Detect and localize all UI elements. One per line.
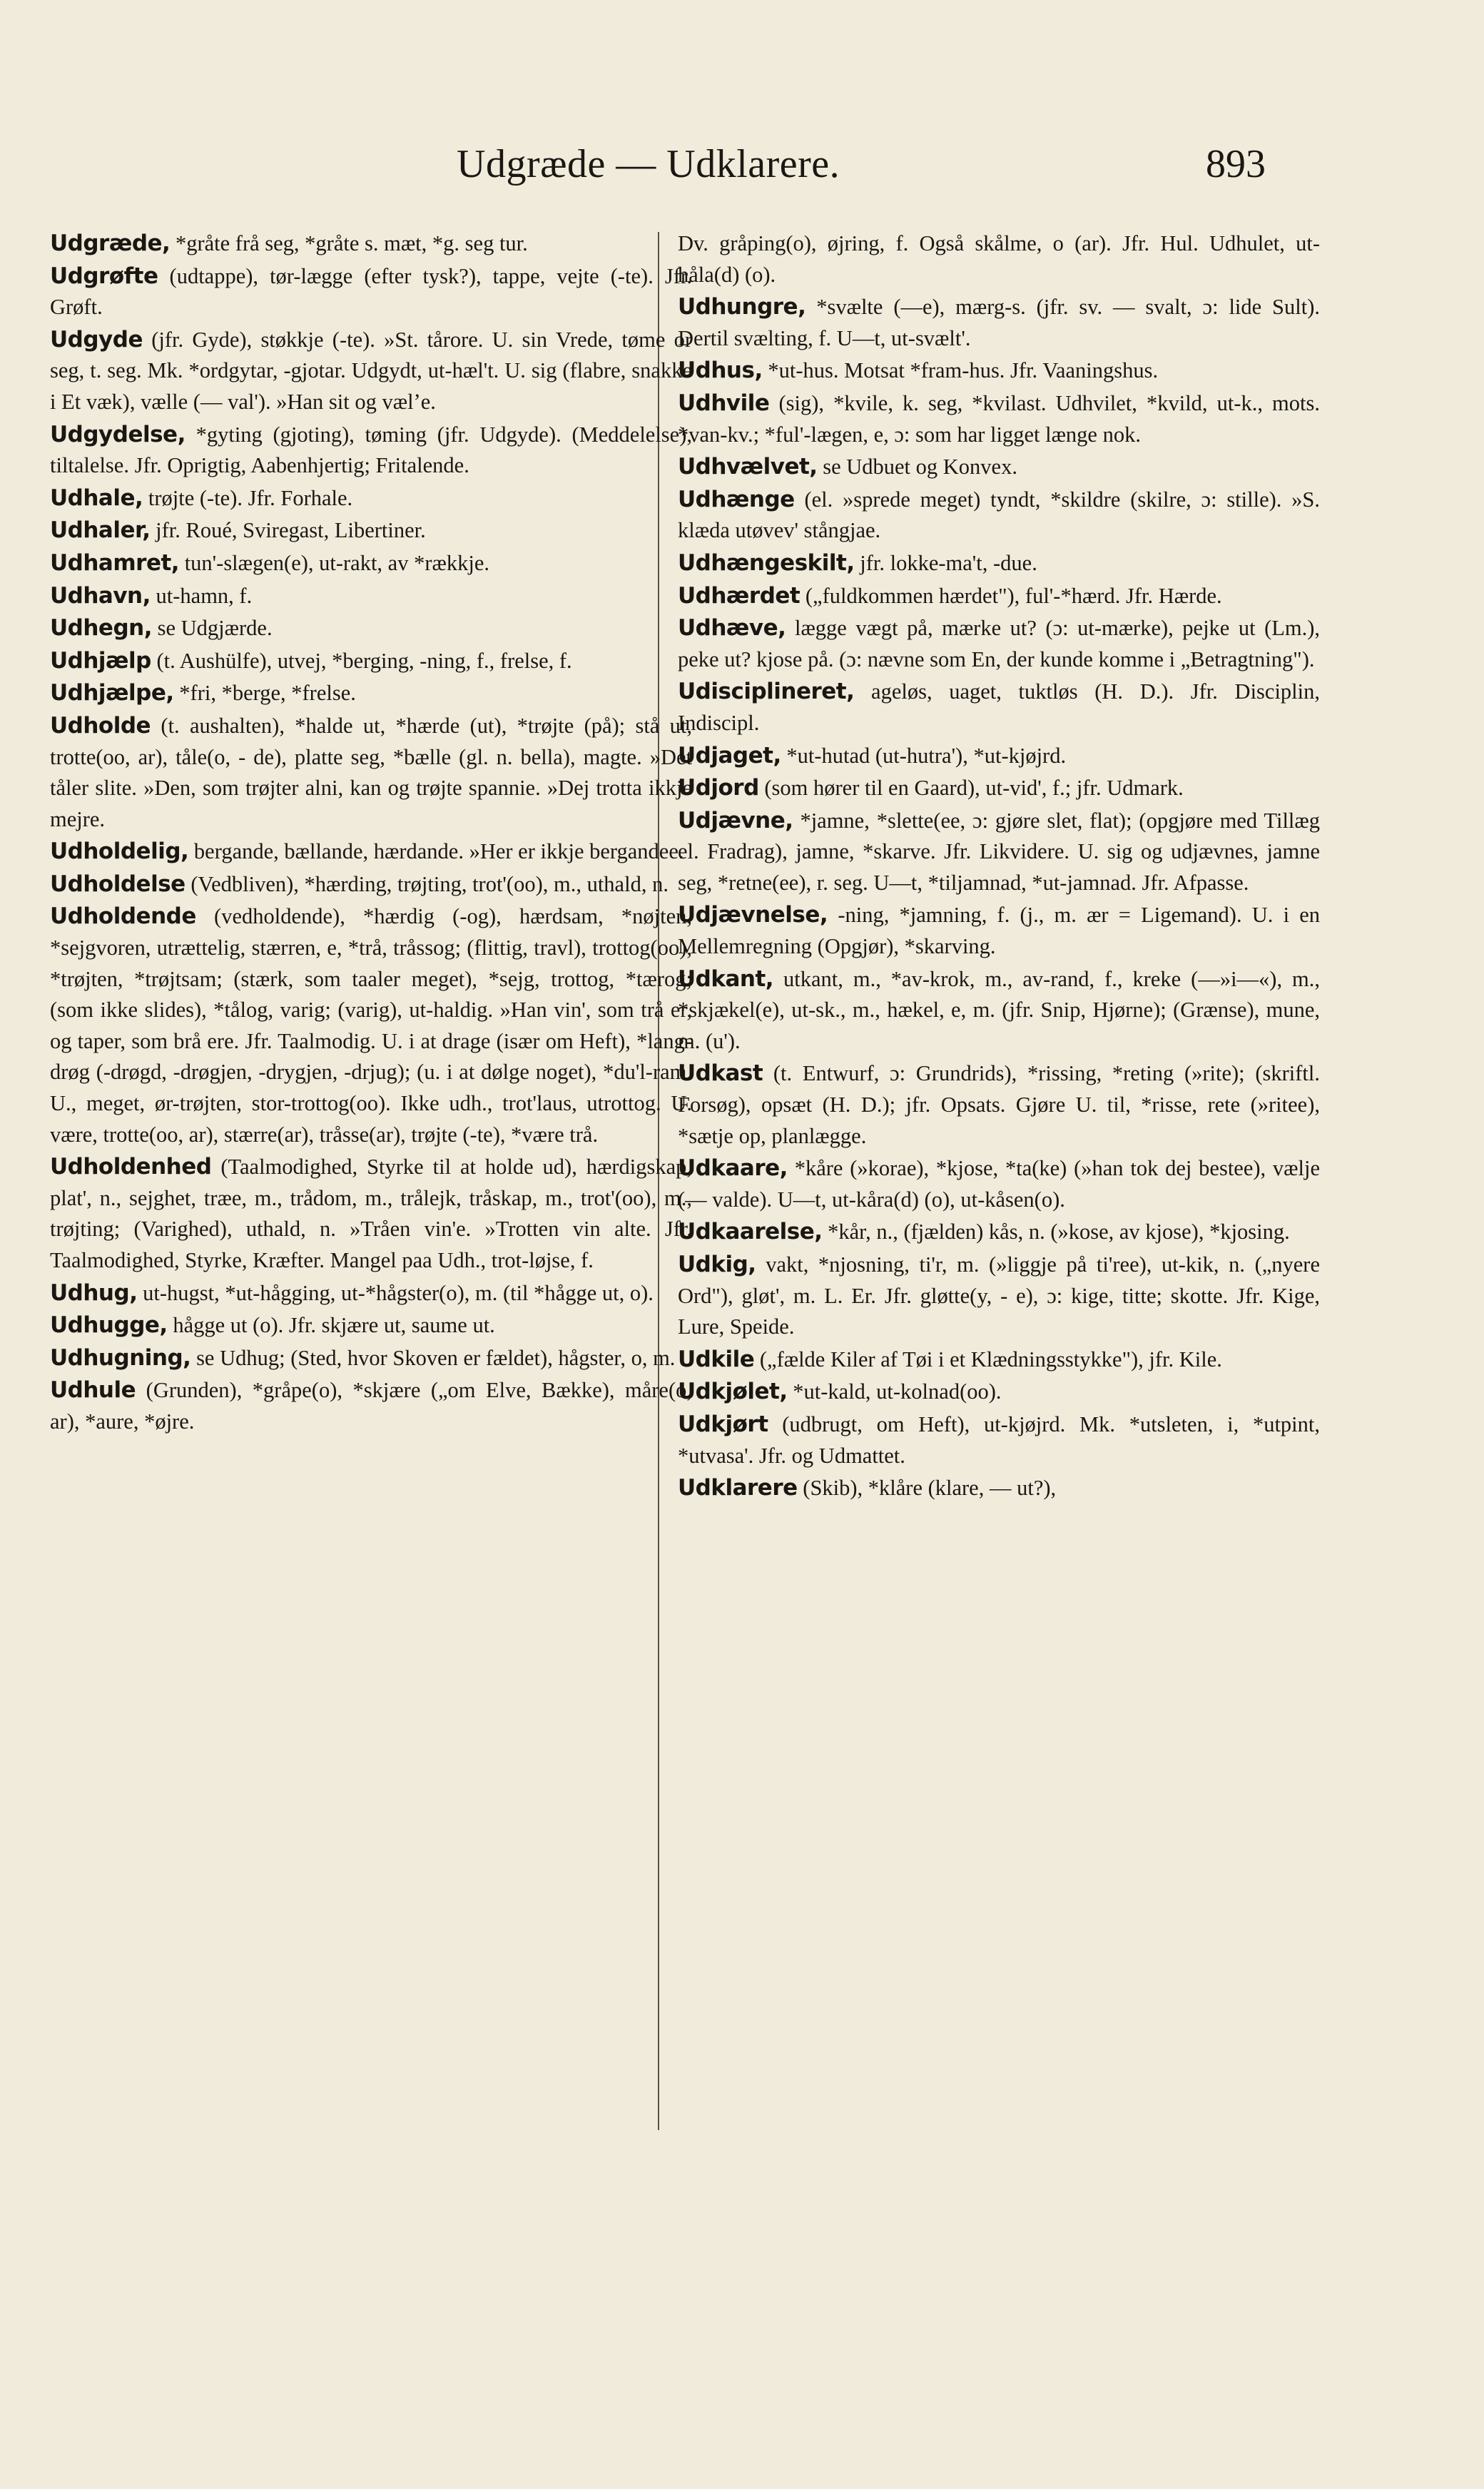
entry-headword: Udholdelig,: [50, 838, 189, 865]
dictionary-entry: [678, 1409, 1320, 1471]
entry-definition: (el. »sprede meget) tyndt, *skildre (skilre, ɔ: stille). »S. klæda utøvev' stångjae.: [678, 487, 1320, 543]
entry-definition: *gyting (gjoting), tøming (jfr. Udgyde). (Meddelelse), tiltalelse. Jfr. Oprigtig, Aabenhjertig; Fritalende.: [50, 422, 692, 478]
dictionary-entry: [50, 515, 692, 547]
entry-headword: Udhavn,: [50, 582, 151, 609]
entry-definition: *fri, *berge, *frelse.: [179, 681, 356, 706]
entry-headword: Udhaler,: [50, 517, 151, 544]
entry-headword: Udkile: [678, 1346, 755, 1372]
entry-headword: Udholdende: [50, 903, 196, 930]
entry-headword: Udhamret,: [50, 549, 180, 576]
entry-headword: Udhjælpe,: [50, 680, 174, 706]
entry-definition: se Udbuet og Konvex.: [823, 455, 1017, 480]
entry-definition: (sig), *kvile, k. seg, *kvilast. Udhvilet, *kvild, ut-k., mots. *van-kv.; *ful'-lægen, e, ɔ: som har ligget længe nok.: [678, 390, 1320, 447]
entry-definition: (vedholdende), *hærdig (-og), hærdsam, *nøjten, *sejgvoren, utrættelig, stærren, e, *trå, tråssog; (flittig, travl), trottog(oo), *trøjten, *trøjtsam; (stærk, som taaler meget), *sejg, trottog, *tærog; (som ikke slides), *tålog, varig; (varig), ut-haldig. »Han vin', som trå er, og taper, som brå ere. Jfr. Taalmodig. U. i at drage (især om Heft), *lang-drøg (-drøgd, -drøgjen, -drygjen, -drjug); (u. i at dølge noget), *du'l-ram. U., meget, ør-trøjten, stor-trottog(oo). Ikke udh., trot'laus, utrottog. U. være, trotte(oo, ar), stærre(ar), tråsse(ar), trøjte (-te), *være trå.: [50, 904, 692, 1147]
dictionary-entry: [50, 1278, 692, 1309]
dictionary-entry: [678, 1377, 1320, 1408]
entry-headword: Udkjølet,: [678, 1379, 788, 1405]
entry-headword: Udhjælp: [50, 647, 151, 674]
entry-definition: -ning, *jamning, f. (j., m. ær = Ligemand). U. i en Mellemregning (Opgjør), *skarving.: [678, 903, 1320, 959]
entry-definition: lægge vægt på, mærke ut? (ɔ: ut-mærke), pejke ut (Lm.), peke ut? kjose på. (ɔ: nævne som En, der kunde komme i „Betragtning").: [678, 616, 1320, 671]
entry-definition: vakt, *njosning, ti'r, m. (»liggje på ti'ree), ut-kik, n. („nyere Ord"), gløt', m. L. Er. Jfr. gløtte(y, - e), ɔ: kige, titte; skotte. Jfr. Kige, Lure, Speide.: [678, 1252, 1320, 1339]
entry-headword: Udkast: [678, 1060, 763, 1087]
dictionary-entry: [50, 1375, 692, 1437]
entry-headword: Udjævne,: [678, 807, 793, 833]
entry-headword: Udkjørt: [678, 1411, 768, 1437]
dictionary-entry: [50, 581, 692, 612]
entry-definition: se Udhug; (Sted, hvor Skoven er fældet), hågster, o, m.: [196, 1345, 676, 1370]
dictionary-entry: [678, 388, 1320, 450]
dictionary-entry: [50, 420, 692, 482]
dictionary-entry: [678, 1344, 1320, 1376]
entry-definition: se Udgjærde.: [157, 616, 273, 641]
dictionary-entry: [50, 836, 692, 868]
entry-definition: *ut-kald, ut-kolnad(oo).: [793, 1379, 1002, 1404]
entry-definition: (Grunden), *gråpe(o), *skjære („om Elve, Bække), måre(o, ar), *aure, *øjre.: [50, 1378, 692, 1434]
entry-headword: Udholdenhed: [50, 1154, 212, 1180]
entry-headword: Udholdelse: [50, 871, 186, 897]
entry-definition: *kåre (»korae), *kjose, *ta(ke) (»han tok dej bestee), vælje (— valde). U—t, ut-kåra(d) (o), ut-kåsen(o).: [678, 1156, 1320, 1212]
entry-definition: (udtappe), tør-lægge (efter tysk?), tappe, vejte (-te). Jfr. Grøft.: [50, 263, 692, 320]
dictionary-entry: [678, 964, 1320, 1058]
entry-definition: („fuldkommen hærdet"), ful'-*hærd. Jfr. Hærde.: [805, 583, 1222, 608]
dictionary-entry: [50, 1152, 692, 1276]
entry-definition: trøjte (-te). Jfr. Forhale.: [148, 485, 353, 510]
entry-headword: Udhule: [50, 1377, 136, 1404]
entry-headword: Udhale,: [50, 485, 143, 511]
entry-definition: („fælde Kiler af Tøi i et Klædningsstykke"), jfr. Kile.: [759, 1347, 1222, 1372]
dictionary-entry: [678, 228, 1320, 290]
dictionary-entry: [50, 228, 692, 260]
entry-definition: hågge ut (o). Jfr. skjære ut, saume ut.: [173, 1313, 495, 1338]
dictionary-entry: [50, 678, 692, 709]
entry-definition: (t. Aushülfe), utvej, *berging, -ning, f., frelse, f.: [156, 648, 572, 673]
entry-definition: ut-hugst, *ut-hågging, ut-*hågster(o), m. (til *hågge ut, o).: [143, 1280, 654, 1305]
entry-headword: Udholde: [50, 712, 151, 739]
left-column: [50, 228, 692, 2455]
entry-headword: Udhus,: [678, 358, 763, 384]
entry-headword: Udkig,: [678, 1252, 756, 1277]
dictionary-entry: [678, 1473, 1320, 1504]
dictionary-entry: [50, 261, 692, 323]
dictionary-entry: [50, 548, 692, 579]
right-column: [678, 228, 1320, 2455]
entry-definition: *gråte frå seg, *gråte s. mæt, *g. seg tur.: [175, 231, 528, 255]
entry-definition: jfr. Roué, Sviregast, Libertiner.: [156, 518, 426, 543]
dictionary-entry: [678, 1058, 1320, 1152]
entry-headword: Udjævnelse,: [678, 902, 828, 928]
dictionary-entry: [678, 613, 1320, 675]
entry-definition: *svælte (—e), mærg-s. (jfr. sv. — svalt, ɔ: lide Sult). Dertil svælting, f. U—t, ut-svælt'.: [678, 295, 1320, 350]
dictionary-entry: [50, 325, 692, 418]
entry-definition: (jfr. Gyde), støkkje (-te). »St. tårore. U. sin Vrede, tøme or seg, t. seg. Mk. *ordgytar, -gjotar. Udgydt, ut-hæl't. U. sig (flabre, snakke i Et væk), vælle (— val'). »Han sit og vælʼe.: [50, 327, 692, 414]
entry-definition: utkant, m., *av-krok, m., av-rand, f., kreke (—»i—«), m., *skjækel(e), ut-sk., m., hækel, e, m. (jfr. Snip, Hjørne); (Grænse), mune, m. (u').: [678, 966, 1320, 1053]
dictionary-entry: [678, 1249, 1320, 1343]
dictionary-entry: [50, 483, 692, 514]
dictionary-entry: [678, 1217, 1320, 1248]
running-title: Udgræde — Udklarere.: [457, 142, 840, 186]
entry-headword: Udgrøfte: [50, 263, 158, 289]
entry-definition: tun'-slægen(e), ut-rakt, av *rækkje.: [184, 550, 489, 575]
entry-definition: (Skib), *klåre (klare, — ut?),: [803, 1476, 1057, 1501]
dictionary-entry: [50, 646, 692, 677]
entry-definition: *ut-hus. Motsat *fram-hus. Jfr. Vaaningshus.: [768, 358, 1159, 383]
entry-definition: *ut-hutad (ut-hutra'), *ut-kjøjrd.: [786, 743, 1067, 768]
entry-definition: (Taalmodighed, Styrke til at holde ud), hærdigskap, plat', n., sejghet, træe, m., trådom, m., trålejk, tråskap, m., trot'(oo), m., trøjting; (Varighed), uthald, n. »Tråen vin'e. »Trotten vin alte. Jfr. Taalmodighed, Styrke, Kræfter. Mangel paa Udh., trot-løjse, f.: [50, 1155, 692, 1272]
entry-definition: (som hører til en Gaard), ut-vid', f.; jfr. Udmark.: [764, 776, 1184, 801]
dictionary-entry: [50, 869, 692, 901]
dictionary-entry: [50, 613, 692, 644]
entry-definition: jfr. lokke-ma't, -due.: [860, 550, 1037, 575]
entry-headword: Udhugge,: [50, 1312, 168, 1339]
entry-headword: Udkaarelse,: [678, 1219, 823, 1245]
dictionary-entry: [50, 901, 692, 1150]
entry-definition: *kår, n., (fjælden) kås, n. (»kose, av kjose), *kjosing.: [828, 1220, 1290, 1244]
dictionary-entry: [678, 900, 1320, 962]
dictionary-entry: [678, 485, 1320, 547]
entry-definition: (Vedbliven), *hærding, trøjting, trot'(oo), m., uthald, n.: [190, 871, 669, 896]
entry-headword: Udhæve,: [678, 615, 786, 642]
entry-headword: Udisciplineret,: [678, 679, 855, 705]
entry-headword: Udhvile: [678, 390, 770, 416]
dictionary-entry: [678, 355, 1320, 387]
entry-definition: (t. aushalten), *halde ut, *hærde (ut), *trøjte (på); stå ut, trotte(oo, ar), tåle(o, - de), platte seg, *bælle (gl. n. bella), magte. »Det tåler slite. »Den, som trøjter alni, kan og trøjte spannie. »Dej trotta ikkje mejre.: [50, 713, 692, 831]
entry-headword: Udhugning,: [50, 1344, 191, 1371]
entry-headword: Udhænge: [678, 486, 795, 512]
entry-definition: Dv. gråping(o), øjring, f. Også skålme, o (ar). Jfr. Hul. Udhulet, ut-håla(d) (o).: [678, 231, 1320, 287]
dictionary-entry: [50, 1343, 692, 1374]
dictionary-entry: [678, 581, 1320, 612]
entry-headword: Udjord: [678, 775, 759, 801]
dictionary-entry: [678, 773, 1320, 804]
dictionary-entry: [678, 676, 1320, 739]
entry-definition: (udbrugt, om Heft), ut-kjøjrd. Mk. *utsleten, i, *utpint, *utvasa'. Jfr. og Udmattet.: [678, 1411, 1320, 1468]
entry-headword: Udhug,: [50, 1279, 138, 1306]
dictionary-entry: [678, 452, 1320, 483]
entry-headword: Udjaget,: [678, 742, 781, 769]
entry-definition: ut-hamn, f.: [156, 583, 253, 608]
page-number: 893: [1206, 142, 1266, 186]
entry-headword: Udhvælvet,: [678, 454, 818, 480]
dictionary-entry: [678, 548, 1320, 579]
entry-headword: Udkaare,: [678, 1155, 788, 1182]
dictionary-entry: [50, 1310, 692, 1342]
entry-headword: Udgræde,: [50, 230, 171, 256]
entry-headword: Udhegn,: [50, 615, 152, 642]
entry-headword: Udhærdet: [678, 582, 801, 609]
entry-headword: Udgydelse,: [50, 421, 186, 447]
dictionary-entry: [678, 806, 1320, 899]
page-header: [0, 141, 1484, 198]
entry-definition: bergande, bællande, hærdande. »Her er ikkje bergandee.: [193, 839, 684, 864]
entry-headword: Udhængeskilt,: [678, 549, 855, 576]
dictionary-entry: [50, 711, 692, 835]
entry-headword: Udklarere: [678, 1475, 798, 1501]
entry-definition: *jamne, *slette(ee, ɔ: gjøre slet, flat); (opgjøre med Tillæg el. Fradrag), jamne, *skarve. Jfr. Likvidere. U. sig og udjævnes, jamne seg, *retne(ee), r. seg. U—t, *tiljamnad, *ut-jamnad. Jfr. Afpasse.: [678, 808, 1320, 895]
dictionary-entry: [678, 741, 1320, 772]
entry-definition: (t. Entwurf, ɔ: Grundrids), *rissing, *reting (»rite); (skriftl. Forsøg), opsæt (H. D.); jfr. Opsats. Gjøre U. til, *risse, rete (»ritee), *sætje op, planlægge.: [678, 1061, 1320, 1148]
dictionary-entry: [678, 292, 1320, 354]
entry-definition: ageløs, uaget, tuktløs (H. D.). Jfr. Disciplin, Indiscipl.: [678, 679, 1320, 735]
entry-headword: Udgyde: [50, 326, 143, 353]
entry-headword: Udkant,: [678, 965, 774, 992]
dictionary-entry: [678, 1153, 1320, 1215]
entry-headword: Udhungre,: [678, 294, 806, 320]
